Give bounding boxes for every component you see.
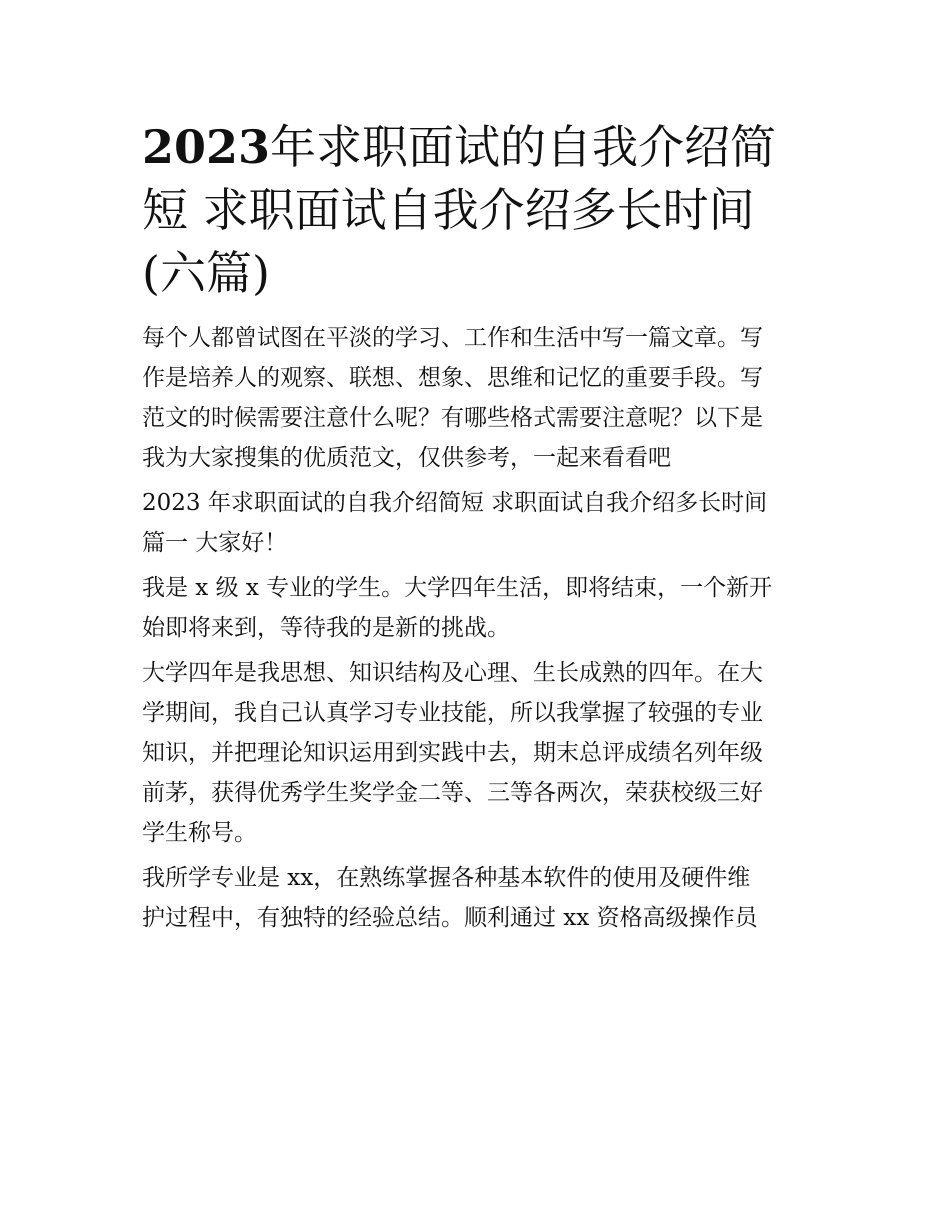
text-line: 前茅，获得优秀学生奖学金二等、三等各两次，荣获校级三好 (142, 780, 763, 806)
text-line: 我为大家搜集的优质范文，仅供参考，一起来看看吧 (142, 445, 671, 471)
text-line: 护过程中，有独特的经验总结。顺利通过 xx 资格高级操作员 (142, 905, 758, 931)
document-body (142, 318, 814, 938)
text-line: 每个人都曾试图在平淡的学习、工作和生活中写一篇文章。写 (142, 325, 763, 351)
paragraph-intro (142, 318, 814, 478)
text-line: 2023 年求职面试的自我介绍简短 求职面试自我介绍多长时间 (142, 490, 768, 516)
text-line: 始即将来到，等待我的是新的挑战。 (142, 615, 510, 641)
title-year: 2023 (142, 120, 271, 174)
text-line: 范文的时候需要注意什么呢？有哪些格式需要注意呢？以下是 (142, 405, 763, 431)
text-line: 我是 x 级 x 专业的学生。大学四年生活，即将结束，一个新开 (142, 575, 773, 601)
text-line: 学生称号。 (142, 820, 257, 846)
paragraph-1 (142, 568, 814, 648)
text-line: 知识，并把理论知识运用到实践中去，期末总评成绩名列年级 (142, 740, 763, 766)
text-line: 篇一 大家好！ (142, 530, 288, 556)
paragraph-2 (142, 653, 814, 853)
title-line: (六篇) (142, 246, 270, 300)
document-title (142, 116, 814, 305)
text-line: 我所学专业是 xx，在熟练掌握各种基本软件的使用及硬件维 (142, 865, 751, 891)
title-line: 短 求职面试自我介绍多长时间 (142, 183, 755, 237)
title-line-1-text: 年求职面试的自我介绍简 (270, 120, 777, 174)
document-page (142, 116, 814, 943)
text-line: 作是培养人的观察、联想、想象、思维和记忆的重要手段。写 (142, 365, 763, 391)
text-line: 大学四年是我思想、知识结构及心理、生长成熟的四年。在大 (142, 660, 763, 686)
paragraph-3 (142, 858, 814, 938)
paragraph-subtitle (142, 483, 814, 563)
text-line: 学期间，我自己认真学习专业技能，所以我掌握了较强的专业 (142, 700, 763, 726)
title-line (142, 116, 814, 179)
